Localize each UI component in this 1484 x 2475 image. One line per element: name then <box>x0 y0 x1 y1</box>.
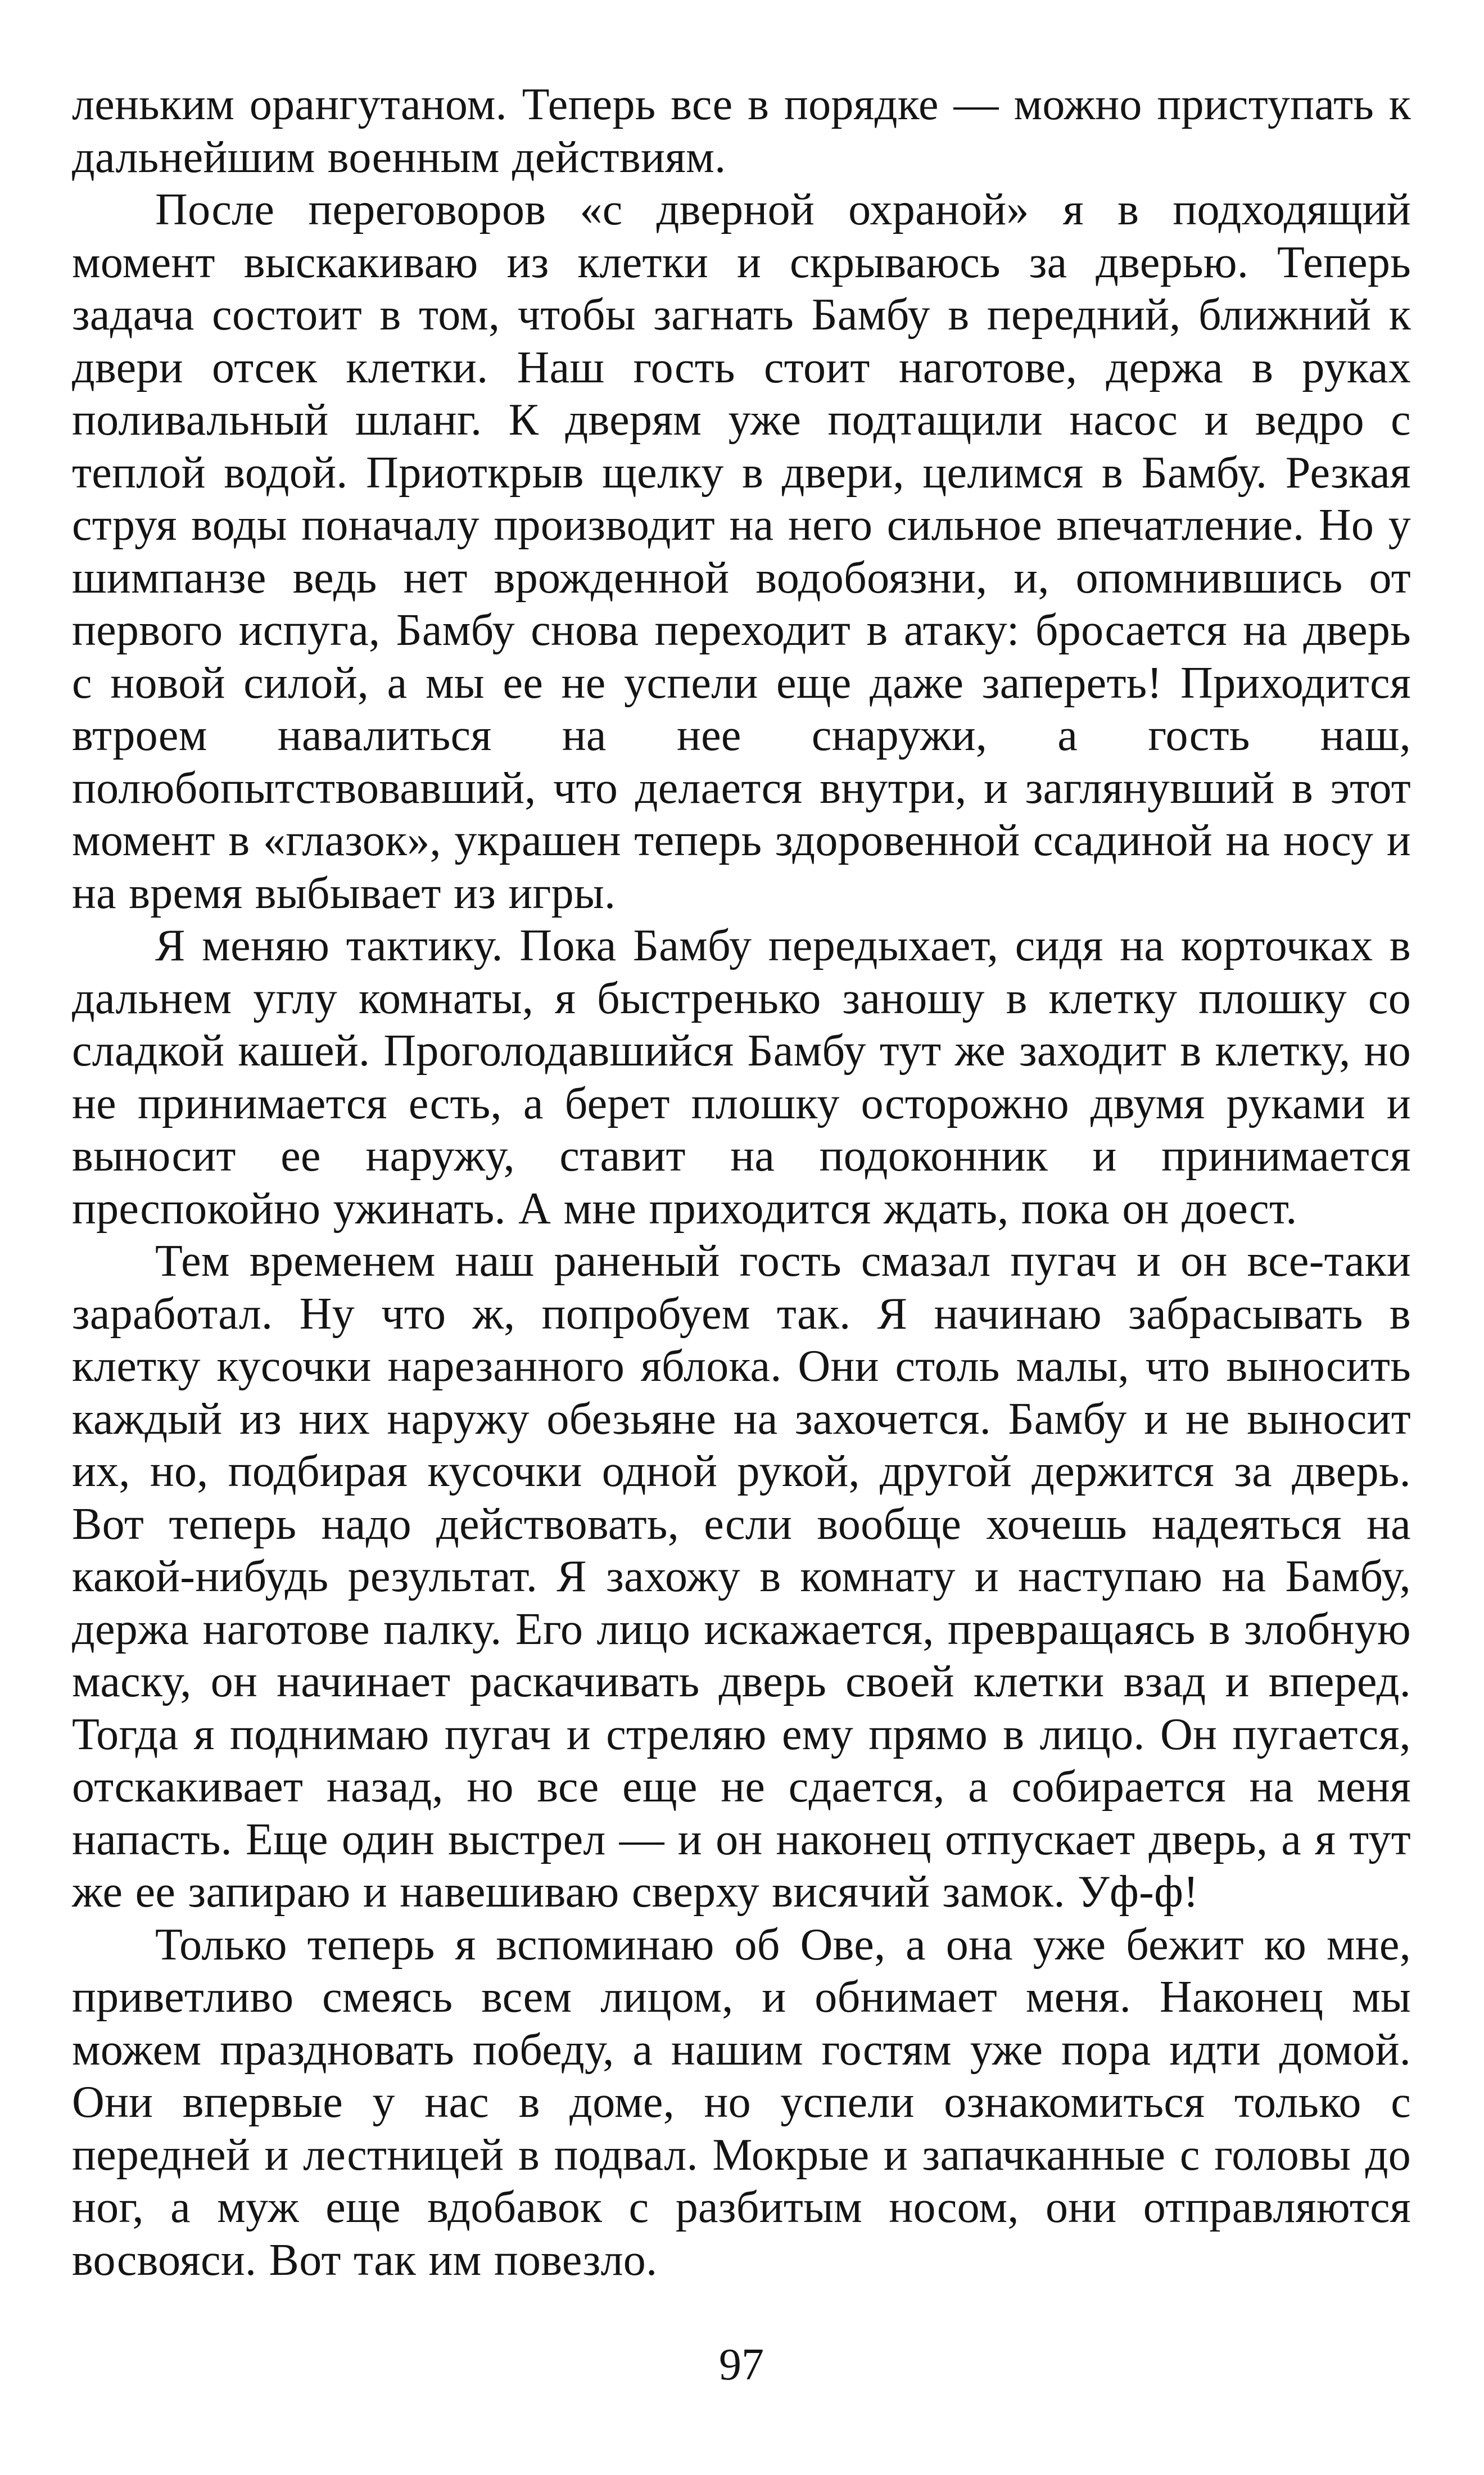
paragraph-3: Я меняю тактику. Пока Бамбу передыхает, сидя на корточках в дальнем углу комнаты, я быстренько заношу в клетку плошку со сладкой кашей. Проголодавшийся Бамбу тут же заходит в клетку, но не принимается есть, а берет плошку осторожно двумя руками и выносит ее наружу, ставит на подоконник и принимается преспокойно ужинать. А мне приходится ждать, пока он доест. <box>72 921 1411 1234</box>
paragraph-4: Тем временем наш раненый гость смазал пугач и он все-таки заработал. Ну что ж, попробуем так. Я начинаю забрасывать в клетку кусочки нарезанного яблока. Они столь малы, что выносить каждый из них наружу обезьяне на захочется. Бамбу и не выносит их, но, подбирая кусочки одной рукой, другой держится за дверь. Вот теперь надо действовать, если вообще хочешь надеяться на какой-нибудь результат. Я захожу в комнату и наступаю на Бамбу, держа наготове палку. Его лицо искажается, превращаясь в злобную маску, он начинает раскачивать дверь своей клетки взад и вперед. Тогда я поднимаю пугач и стреляю ему прямо в лицо. Он пугается, отскакивает назад, но все еще не сдается, а собирается на меня напасть. Еще один выстрел — и он наконец отпускает дверь, а я тут же ее запираю и навешиваю сверху висячий замок. Уф-ф! <box>72 1236 1411 1917</box>
paragraph-2: После переговоров «с дверной охраной» я в подходящий момент выскакиваю из клетки и скрываюсь за дверью. Теперь задача состоит в том, чтобы загнать Бамбу в передний, ближний к двери отсек клетки. Наш гость стоит наготове, держа в руках поливальный шланг. К дверям уже подтащили насос и ведро с теплой водой. Приоткрыв щелку в двери, целимся в Бамбу. Резкая струя воды поначалу производит на него сильное впечатление. Но у шимпанзе ведь нет врожденной водобоязни, и, опомнившись от первого испуга, Бамбу снова переходит в атаку: бросается на дверь с новой силой, а мы ее не успели еще даже запереть! Приходится втроем навалиться на нее снаружи, а гость наш, полюбопытствовавший, что делается внутри, и заглянувший в этот момент в «глазок», украшен теперь здоровенной ссадиной на носу и на время выбывает из игры. <box>72 185 1411 918</box>
book-page <box>72 79 1411 2429</box>
paragraph-5: Только теперь я вспоминаю об Ове, а она уже бежит ко мне, приветливо смеясь всем лицом, и обнимает меня. Наконец мы можем праздновать победу, а нашим гостям уже пора идти домой. Они впервые у нас в доме, но успели ознакомиться только с передней и лестницей в подвал. Мокрые и запачканные с головы до ног, а муж еще вдобавок с разбитым носом, они отправляются восвояси. Вот так им повезло. <box>72 1920 1411 2285</box>
paragraph-1: леньким орангутаном. Теперь все в порядке — можно приступать к дальнейшим военным действиям. <box>72 80 1411 182</box>
page-number: 97 <box>719 2340 764 2390</box>
